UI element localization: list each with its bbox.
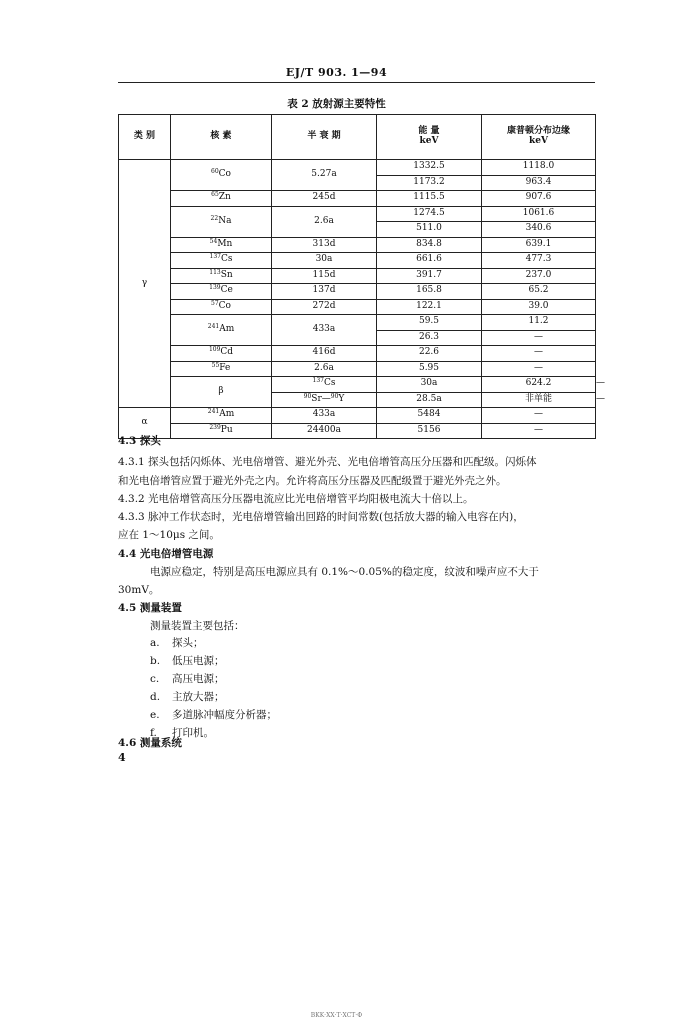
half-life-cell: 137d xyxy=(272,284,377,300)
energy-cell: 1332.5 xyxy=(377,160,482,176)
energy-cell: 1115.5 xyxy=(377,191,482,207)
table-row xyxy=(119,160,596,176)
energy-cell: 非单能 xyxy=(482,392,596,408)
section-4-4-text: 电源应稳定，特别是高压电源应具有 0.1%～0.05%的稳定度，纹波和噪声应不大于 xyxy=(150,566,539,578)
compton-cell: — xyxy=(482,408,596,424)
table-row xyxy=(119,408,596,424)
col-header-nuclide: 核 素 xyxy=(171,115,272,160)
compton-cell: 907.6 xyxy=(482,191,596,207)
section-4-3-3-cont: 应在 1～10μs 之间。 xyxy=(118,529,220,541)
nuclide-cell: $^{109}$Cd xyxy=(171,346,272,362)
table-row xyxy=(119,284,596,300)
energy-cell: 511.0 xyxy=(377,222,482,238)
table-row xyxy=(119,206,596,222)
header-rule xyxy=(118,82,595,83)
compton-cell: 639.1 xyxy=(482,237,596,253)
energy-cell: 165.8 xyxy=(377,284,482,300)
half-life-cell: 433a xyxy=(272,408,377,424)
half-life-cell: 2.6a xyxy=(272,361,377,377)
section-4-3-1-cont: 和光电倍增管应置于避光外壳之内。允许将高压分压器及匹配级置于避光外壳之外。 xyxy=(118,475,507,487)
nuclide-cell: $^{241}$Am xyxy=(171,315,272,346)
table-row xyxy=(119,299,596,315)
nuclide-cell: $^{241}$Am xyxy=(171,408,272,424)
section-4-4-title: 4.4 光电倍增管电源 xyxy=(118,548,214,560)
energy-cell: 661.6 xyxy=(377,253,482,269)
list-item: d. 主放大器； xyxy=(150,691,225,703)
half-life-cell: 272d xyxy=(272,299,377,315)
energy-cell: 5156 xyxy=(377,423,482,439)
table-header-row xyxy=(119,115,596,160)
compton-cell: 963.4 xyxy=(482,175,596,191)
nuclide-cell: $^{54}$Mn xyxy=(171,237,272,253)
col-header-half-life: 半 衰 期 xyxy=(272,115,377,160)
section-4-3-2: 4.3.2 光电倍增管高压分压器电流应比光电倍增管平均阳极电流大十倍以上。 xyxy=(118,493,474,505)
table-row: $^{90}$Sr—$^{90}$Y 28.5a 非单能 — xyxy=(119,392,596,408)
section-4-3-title: 4.3 探头 xyxy=(118,435,161,447)
compton-cell: 237.0 xyxy=(482,268,596,284)
half-life-cell: 24400a xyxy=(272,423,377,439)
document-code-header: EJ/T 903. 1—94 xyxy=(285,66,388,79)
compton-cell: 477.3 xyxy=(482,253,596,269)
energy-cell: 624.2 xyxy=(482,377,596,393)
energy-cell: 1173.2 xyxy=(377,175,482,191)
energy-cell: 59.5 xyxy=(377,315,482,331)
table-row: β $^{137}$Cs 30a 624.2 — xyxy=(119,377,596,393)
nuclide-cell: $^{22}$Na xyxy=(171,206,272,237)
half-life-cell: 2.6a xyxy=(272,206,377,237)
energy-cell: 26.3 xyxy=(377,330,482,346)
energy-cell: 5484 xyxy=(377,408,482,424)
col-header-energy: 能 量 keV xyxy=(377,115,482,160)
nuclide-cell: $^{137}$Cs xyxy=(171,253,272,269)
category-cell: β xyxy=(171,377,272,408)
compton-cell: — xyxy=(482,423,596,439)
nuclide-cell: $^{60}$Co xyxy=(171,160,272,191)
nuclide-cell: $^{137}$Cs xyxy=(272,377,377,393)
col-header-category: 类 别 xyxy=(119,115,171,160)
section-4-6-title: 4.6 测量系统 xyxy=(118,737,182,749)
radiation-source-table xyxy=(118,114,605,439)
compton-cell: — xyxy=(482,346,596,362)
nuclide-cell: $^{55}$Fe xyxy=(171,361,272,377)
list-item: a. 探头； xyxy=(150,637,204,649)
table-row xyxy=(119,191,596,207)
list-item: b. 低压电源； xyxy=(150,655,225,667)
category-cell: α xyxy=(119,408,171,439)
section-4-5-text: 测量装置主要包括： xyxy=(150,620,245,632)
half-life-cell: 416d xyxy=(272,346,377,362)
energy-cell: 391.7 xyxy=(377,268,482,284)
energy-cell: 22.6 xyxy=(377,346,482,362)
list-item: f. 打印机。 xyxy=(150,727,214,739)
nuclide-cell: $^{57}$Co xyxy=(171,299,272,315)
energy-cell: 122.1 xyxy=(377,299,482,315)
scan-footer-mark: BKK·ХХ·Т·ХСТ·Ф xyxy=(310,1012,363,1019)
col-header-compton-edge: 康普顿分布边缘 keV xyxy=(482,115,596,160)
nuclide-cell: $^{239}$Pu xyxy=(171,423,272,439)
section-4-3-1: 4.3.1 探头包括闪烁体、光电倍增管、避光外壳、光电倍增管高压分压器和匹配级。闪烁体 xyxy=(118,456,537,468)
half-life-cell: 30a xyxy=(272,253,377,269)
half-life-cell: 5.27a xyxy=(272,160,377,191)
energy-cell: 834.8 xyxy=(377,237,482,253)
page-number: 4 xyxy=(118,751,126,764)
compton-cell: 65.2 xyxy=(482,284,596,300)
list-item: e. 多道脉冲幅度分析器； xyxy=(150,709,277,721)
compton-cell: 1118.0 xyxy=(482,160,596,176)
energy-cell: 5.95 xyxy=(377,361,482,377)
compton-cell: 340.6 xyxy=(482,222,596,238)
section-4-4-text-cont: 30mV。 xyxy=(118,584,160,596)
nuclide-cell: $^{90}$Sr—$^{90}$Y xyxy=(272,392,377,408)
table-caption: 表 2 放射源主要特性 xyxy=(287,98,386,110)
section-4-5-title: 4.5 测量装置 xyxy=(118,602,182,614)
half-life-cell: 28.5a xyxy=(377,392,482,408)
category-cell: γ xyxy=(119,160,171,408)
table-row xyxy=(119,315,596,331)
half-life-cell: 313d xyxy=(272,237,377,253)
nuclide-cell: $^{113}$Sn xyxy=(171,268,272,284)
nuclide-cell: $^{65}$Zn xyxy=(171,191,272,207)
table-row xyxy=(119,237,596,253)
table-row xyxy=(119,346,596,362)
half-life-cell: 433a xyxy=(272,315,377,346)
compton-cell: — xyxy=(482,330,596,346)
energy-cell: 1274.5 xyxy=(377,206,482,222)
table-row xyxy=(119,361,596,377)
half-life-cell: 115d xyxy=(272,268,377,284)
list-item: c. 高压电源； xyxy=(150,673,225,685)
compton-cell: 39.0 xyxy=(482,299,596,315)
half-life-cell: 30a xyxy=(377,377,482,393)
compton-cell: 1061.6 xyxy=(482,206,596,222)
section-4-3-3: 4.3.3 脉冲工作状态时，光电倍增管输出回路的时间常数(包括放大器的输入电容在内)， xyxy=(118,511,524,523)
nuclide-cell: $^{139}$Ce xyxy=(171,284,272,300)
table-row xyxy=(119,268,596,284)
half-life-cell: 245d xyxy=(272,191,377,207)
compton-cell: 11.2 xyxy=(482,315,596,331)
table-row xyxy=(119,253,596,269)
compton-cell: — xyxy=(482,361,596,377)
